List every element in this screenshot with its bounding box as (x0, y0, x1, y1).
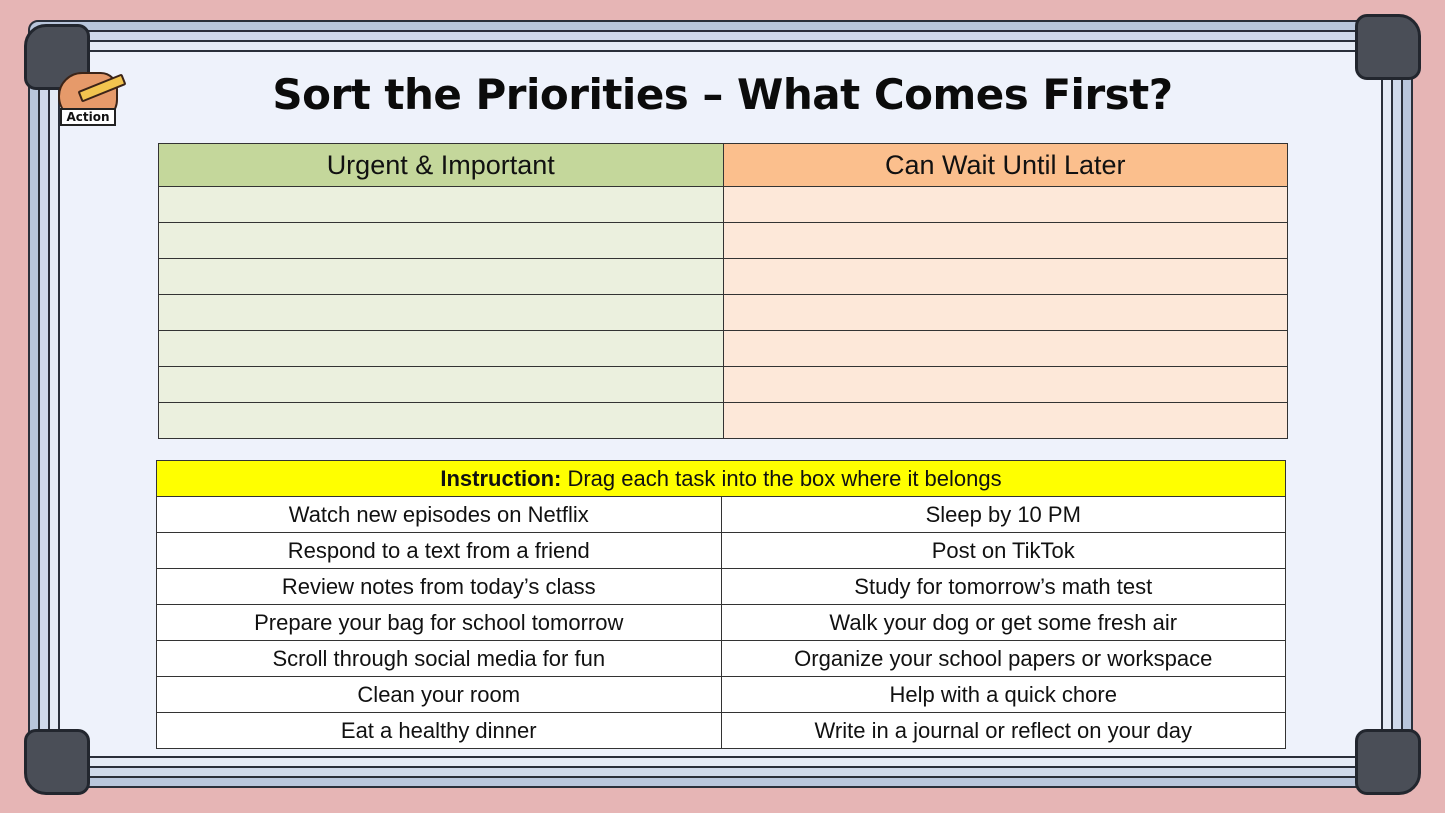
drop-cell-later[interactable] (723, 223, 1288, 259)
frame-corner-bottom-left (24, 729, 90, 795)
task-card[interactable]: Help with a quick chore (721, 677, 1286, 713)
drop-cell-later[interactable] (723, 295, 1288, 331)
drop-cell-urgent[interactable] (159, 295, 724, 331)
drop-cell-urgent[interactable] (159, 259, 724, 295)
task-card[interactable]: Write in a journal or reflect on your day (721, 713, 1286, 749)
drop-row (159, 331, 1288, 367)
task-card[interactable]: Respond to a text from a friend (157, 533, 722, 569)
drop-cell-later[interactable] (723, 367, 1288, 403)
instruction-bar (157, 461, 1286, 497)
task-card[interactable]: Scroll through social media for fun (157, 641, 722, 677)
task-card[interactable]: Clean your room (157, 677, 722, 713)
task-card[interactable]: Eat a healthy dinner (157, 713, 722, 749)
sorting-table (158, 143, 1288, 439)
task-row (157, 533, 1286, 569)
drop-cell-urgent[interactable] (159, 331, 724, 367)
instruction-text: Drag each task into the box where it belongs (561, 465, 1002, 491)
drop-cell-urgent[interactable] (159, 403, 724, 439)
task-row (157, 677, 1286, 713)
task-row (157, 497, 1286, 533)
frame-corner-bottom-right (1355, 729, 1421, 795)
task-card[interactable]: Watch new episodes on Netflix (157, 497, 722, 533)
task-row (157, 713, 1286, 749)
action-label: Action (60, 108, 116, 126)
drop-row (159, 259, 1288, 295)
drop-cell-urgent[interactable] (159, 187, 724, 223)
task-card[interactable]: Prepare your bag for school tomorrow (157, 605, 722, 641)
drop-row (159, 223, 1288, 259)
drop-cell-urgent[interactable] (159, 367, 724, 403)
drop-cell-later[interactable] (723, 187, 1288, 223)
task-card[interactable]: Organize your school papers or workspace (721, 641, 1286, 677)
column-header-urgent: Urgent & Important (159, 144, 724, 187)
task-card[interactable]: Post on TikTok (721, 533, 1286, 569)
task-row (157, 641, 1286, 677)
task-row (157, 569, 1286, 605)
drop-row (159, 403, 1288, 439)
drop-cell-later[interactable] (723, 403, 1288, 439)
drop-row (159, 367, 1288, 403)
task-row (157, 605, 1286, 641)
column-header-later: Can Wait Until Later (723, 144, 1288, 187)
task-bank (156, 460, 1286, 749)
drop-cell-urgent[interactable] (159, 223, 724, 259)
task-card[interactable]: Study for tomorrow’s math test (721, 569, 1286, 605)
drop-row (159, 295, 1288, 331)
task-card[interactable]: Review notes from today’s class (157, 569, 722, 605)
drop-cell-later[interactable] (723, 259, 1288, 295)
drop-cell-later[interactable] (723, 331, 1288, 367)
task-card[interactable]: Sleep by 10 PM (721, 497, 1286, 533)
task-card[interactable]: Walk your dog or get some fresh air (721, 605, 1286, 641)
drop-row (159, 187, 1288, 223)
page-title: Sort the Priorities – What Comes First? (272, 70, 1173, 119)
instruction-prefix: Instruction: (440, 465, 562, 491)
